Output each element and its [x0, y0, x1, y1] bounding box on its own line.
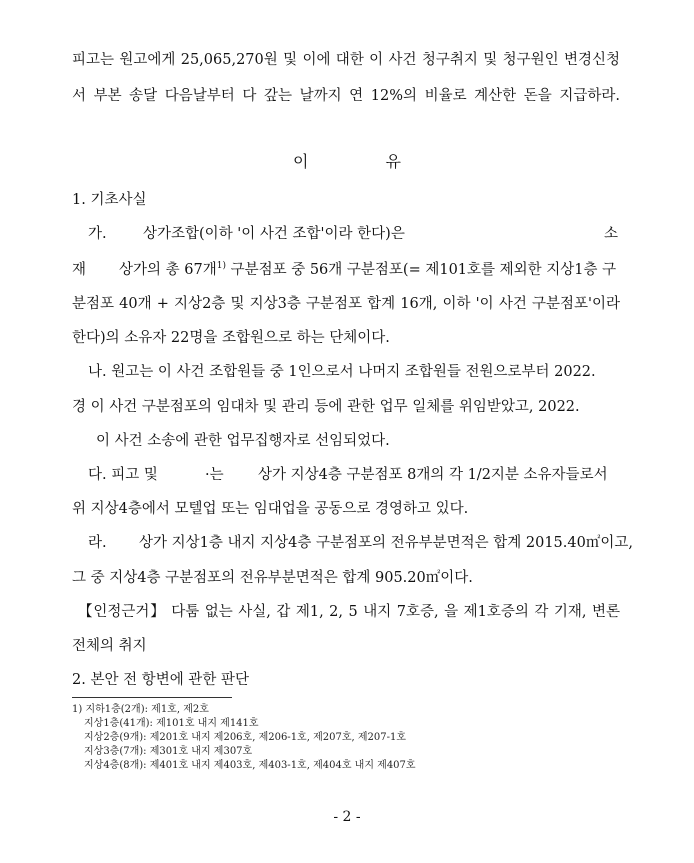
item-na-text-3: 이 사건 소송에 관한 업무집행자로 선임되었다. — [96, 433, 390, 449]
item-da-text-2: 위 지상4층에서 모텔업 또는 임대업을 공동으로 경영하고 있다. — [72, 501, 469, 517]
footnote-line-3: 지상2층(9개): 제201호 내지 제206호, 제206-1호, 제207호, 제207-1호 — [84, 732, 406, 743]
section-2-heading: 2. 본안 전 항변에 관한 판단 — [72, 672, 249, 688]
item-ra-text-1: 상가 지상1층 내지 지상4층 구분점포의 전유부분면적은 합계 2015.40㎡이고, — [139, 535, 633, 551]
item-da-text-1a: 다. 피고 및 — [88, 467, 158, 483]
order-line-1: 피고는 원고에게 25,065,270원 및 이에 대한 이 사건 청구취지 및 청구원인 변경신청 — [72, 52, 620, 68]
item-ga-text-1-end: 소 — [604, 226, 619, 242]
item-ga-text-2 — [119, 260, 616, 280]
item-na-text-2: 경 이 사건 구분점포의 임대차 및 관리 등에 관한 업무 일체를 위임받았고, 2022. — [72, 399, 580, 415]
section-1-heading: 1. 기초사실 — [72, 192, 147, 208]
item-ga-text-2-a: 상가의 총 67개 — [119, 262, 217, 278]
item-da-text-1c: 상가 지상4층 구분점포 8개의 각 1/2지분 소유자들로서 — [258, 467, 608, 483]
item-ga-text-2-b: 구분점포 중 56개 구분점포(= 제101호를 제외한 지상1층 구 — [230, 262, 617, 278]
item-ga-text-1: 상가조합(이하 '이 사건 조합'이라 한다)은 — [143, 226, 405, 242]
item-na-text-1: 나. 원고는 이 사건 조합원들 중 1인으로서 나머지 조합원들 전원으로부터 2022. — [88, 364, 596, 380]
footnote-line-1: 1) 지하1층(2개): 제1호, 제2호 — [72, 704, 209, 715]
item-ra-text-2: 그 중 지상4층 구분점포의 전유부분면적은 합계 905.20㎡이다. — [72, 570, 473, 586]
footnote-line-5: 지상4층(8개): 제401호 내지 제403호, 제403-1호, 제404호 내지 제407호 — [84, 760, 416, 771]
page-title: 이 유 — [293, 152, 437, 171]
footnote-ref-1: 1) — [216, 261, 226, 272]
item-ga-text-2-start: 재 — [72, 262, 87, 278]
footnote-line-2: 지상1층(41개): 제101호 내지 제141호 — [84, 718, 259, 729]
order-line-2: 서 부본 송달 다음날부터 다 갚는 날까지 연 12%의 비율로 계산한 돈을 지급하라. — [72, 88, 620, 104]
item-ga-text-4: 한다)의 소유자 22명을 조합원으로 하는 단체이다. — [72, 330, 390, 346]
item-ra-marker: 라. — [88, 535, 107, 551]
item-da-text-1b: ·는 — [205, 467, 224, 483]
basis-text-1: 【인정근거】 다툼 없는 사실, 갑 제1, 2, 5 내지 7호증, 을 제1호증의 각 기재, 변론 — [78, 604, 620, 620]
page-number: - 2 - — [333, 809, 361, 825]
item-ga-text-3: 분점포 40개 + 지상2층 및 지상3층 구분점포 합계 16개, 이하 '이 사건 구분점포'이라 — [72, 296, 620, 312]
footnote-line-4: 지상3층(7개): 제301호 내지 제307호 — [84, 746, 253, 757]
basis-text-2: 전체의 취지 — [72, 638, 147, 654]
footnote-divider — [72, 697, 232, 698]
item-ga-marker: 가. — [88, 226, 107, 242]
